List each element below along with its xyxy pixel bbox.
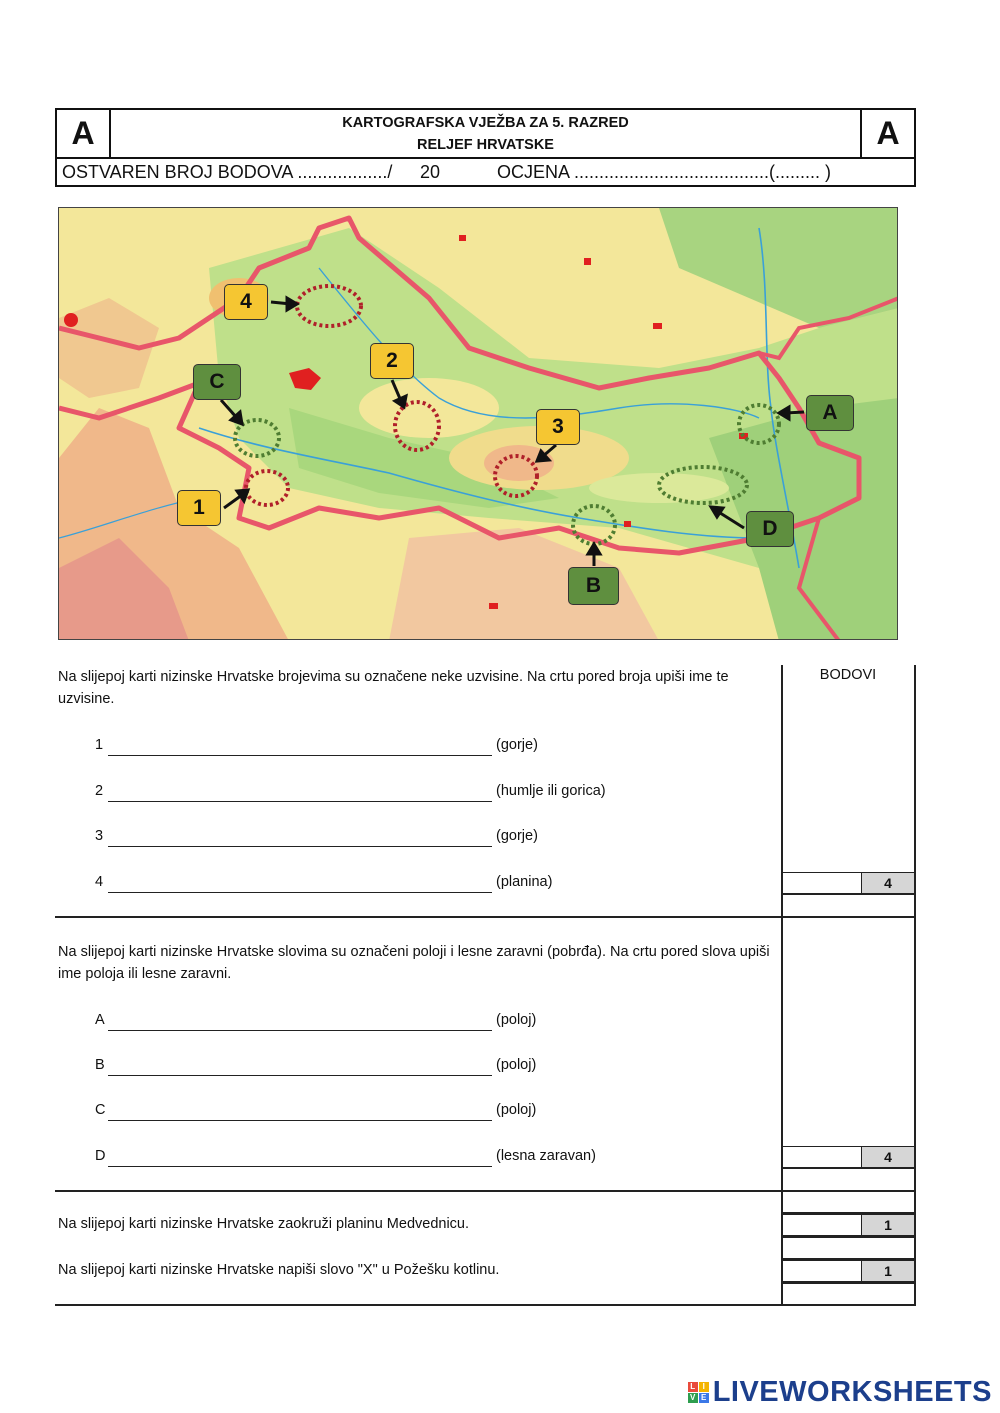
answer-row-3 <box>95 826 735 850</box>
section-divider <box>55 1190 916 1192</box>
section-divider <box>55 916 916 918</box>
map-label-B: B <box>568 567 619 605</box>
answer-line-D[interactable] <box>108 1146 492 1167</box>
section-divider <box>55 1304 916 1306</box>
answer-hint: (gorje) <box>496 828 538 844</box>
answer-id: 3 <box>95 828 104 844</box>
section4-instruction: Na slijepoj karti nizinske Hrvatske napiši slovo "X" u Požešku kotlinu. <box>58 1262 500 1278</box>
section2-points-box <box>781 1146 915 1168</box>
points-header: BODOVI <box>819 667 877 683</box>
answer-id: 1 <box>95 737 104 753</box>
section2-points: 4 <box>861 1147 914 1167</box>
answer-id: D <box>95 1148 106 1164</box>
answer-line-3[interactable] <box>108 826 492 847</box>
divider <box>781 1167 915 1169</box>
divider <box>781 893 915 895</box>
answer-row-A <box>95 1010 735 1034</box>
answer-row-B <box>95 1055 735 1079</box>
map-graphic <box>59 208 898 640</box>
answer-id: A <box>95 1012 105 1028</box>
answer-line-1[interactable] <box>108 735 492 756</box>
answer-hint: (poloj) <box>496 1057 537 1073</box>
section4-points: 1 <box>861 1261 914 1281</box>
answer-hint: (lesna zaravan) <box>496 1148 596 1164</box>
answer-row-1 <box>95 735 735 759</box>
answer-line-A[interactable] <box>108 1010 492 1031</box>
answer-line-4[interactable] <box>108 872 492 893</box>
answer-hint: (humlje ili gorica) <box>496 783 606 799</box>
title-line-2: RELJEF HRVATSKE <box>417 137 554 153</box>
group-letter-right: A <box>860 110 914 157</box>
section3-points: 1 <box>861 1215 914 1235</box>
group-letter-left: A <box>57 110 111 157</box>
answer-row-2 <box>95 781 735 805</box>
section1-points-box <box>781 872 915 894</box>
relief-map[interactable] <box>58 207 898 640</box>
header-table <box>55 108 916 187</box>
map-label-3: 3 <box>536 409 580 445</box>
answer-id: 2 <box>95 783 104 799</box>
score-label: OSTVAREN BROJ BODOVA ................../ <box>62 162 393 182</box>
section1-instruction: Na slijepoj karti nizinske Hrvatske brojevima su označene neke uzvisine. Na crtu pored broja upiši ime te uzvisine. <box>58 669 729 707</box>
score-max: 20 <box>420 162 441 182</box>
map-label-2: 2 <box>370 343 414 379</box>
title-line-1: KARTOGRAFSKA VJEŽBA ZA 5. RAZRED <box>342 115 629 131</box>
answer-row-D <box>95 1146 735 1170</box>
map-label-C: C <box>193 364 241 400</box>
answer-id: B <box>95 1057 105 1073</box>
points-column-right-border <box>914 665 916 1305</box>
answer-hint: (gorje) <box>496 737 538 753</box>
section4-points-box <box>781 1260 915 1282</box>
section1-points: 4 <box>861 873 914 893</box>
answer-hint: (poloj) <box>496 1102 537 1118</box>
section3-points-box <box>781 1214 915 1236</box>
points-column-left-border <box>781 665 783 1305</box>
answer-line-B[interactable] <box>108 1055 492 1076</box>
answer-hint: (planina) <box>496 874 553 890</box>
grade-label: OCJENA .......................................(......... ) <box>497 162 832 182</box>
map-label-D: D <box>746 511 794 547</box>
section2-instruction: Na slijepoj karti nizinske Hrvatske slovima su označeni poloji i lesne zaravni (pobrđa). Na crtu pored slova upiši ime poloja ili lesne zaravni. <box>58 944 770 982</box>
header-title-row <box>57 110 914 159</box>
answer-id: C <box>95 1102 106 1118</box>
answer-hint: (poloj) <box>496 1012 537 1028</box>
section3-instruction: Na slijepoj karti nizinske Hrvatske zaokruži planinu Medvednicu. <box>58 1216 470 1232</box>
map-label-A: A <box>806 395 854 431</box>
answer-row-4 <box>95 872 735 896</box>
score-row <box>57 159 914 185</box>
map-label-4: 4 <box>224 284 268 320</box>
answer-id: 4 <box>95 874 104 890</box>
liveworksheets-brand[interactable] <box>688 1376 992 1409</box>
divider <box>781 1282 915 1284</box>
brand-name: LIVEWORKSHEETS <box>712 1376 992 1408</box>
answer-row-C <box>95 1100 735 1124</box>
answer-line-2[interactable] <box>108 781 492 802</box>
page-title <box>109 112 862 156</box>
map-label-1: 1 <box>177 490 221 526</box>
liveworksheets-logo-icon: L I V E <box>688 1382 709 1403</box>
divider <box>781 1236 915 1238</box>
answer-line-C[interactable] <box>108 1100 492 1121</box>
